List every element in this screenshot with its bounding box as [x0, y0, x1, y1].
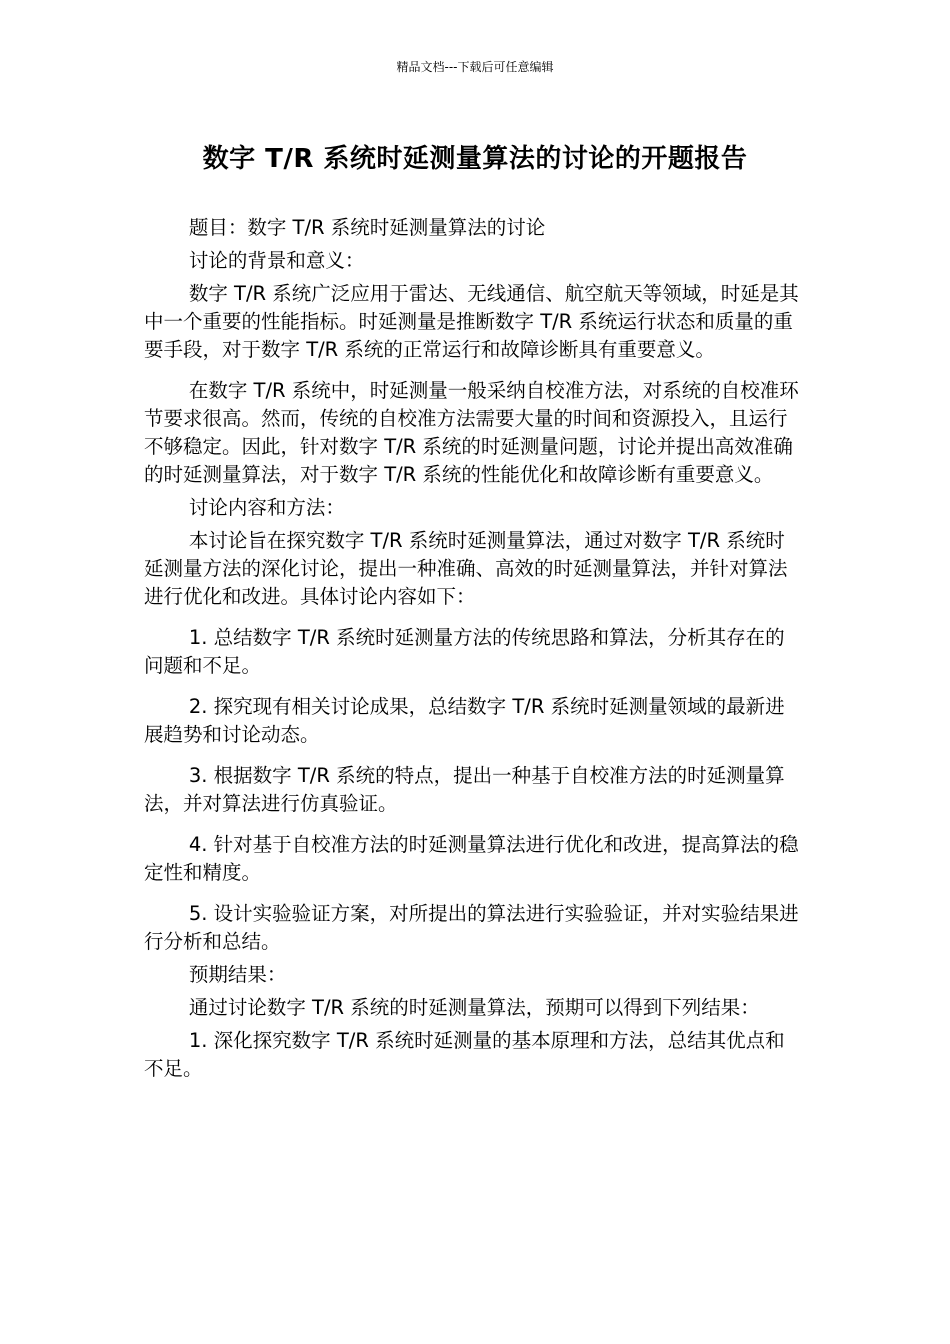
expected-item-1: 1. 深化探究数字 T/R 系统时延测量的基本原理和方法，总结其优点和不足。 — [144, 1029, 785, 1080]
document-title: 数字 T/R 系统时延测量算法的讨论的开题报告 — [202, 144, 748, 174]
section-heading-content: 讨论内容和方法： — [188, 496, 345, 519]
content-item-1: 1. 总结数字 T/R 系统时延测量方法的传统思路和算法，分析其存在的问题和不足。 — [144, 626, 785, 677]
document-body — [144, 214, 804, 1083]
section-heading-background: 讨论的背景和意义： — [188, 249, 365, 272]
expected-intro-paragraph: 通过讨论数字 T/R 系统的时延测量算法，预期可以得到下列结果： — [188, 996, 760, 1019]
background-paragraph-1: 数字 T/R 系统广泛应用于雷达、无线通信、航空航天等领域，时延是其中一个重要的性能指标。时延测量是推断数字 T/R 系统运行状态和质量的重要手段，对于数字 T/R 系统的正常运行和故障诊断具有重要意义。 — [144, 282, 799, 361]
section-heading-expected: 预期结果： — [188, 963, 287, 986]
content-item-5: 5. 设计实验验证方案，对所提出的算法进行实验验证，并对实验结果进行分析和总结。 — [144, 902, 799, 953]
content-item-3: 3. 根据数字 T/R 系统的特点，提出一种基于自校准方法的时延测量算法，并对算法进行仿真验证。 — [144, 764, 785, 815]
content-item-2: 2. 探究现有相关讨论成果，总结数字 T/R 系统时延测量领域的最新进展趋势和讨论动态。 — [144, 695, 785, 746]
header-note: 精品文档---下载后可任意编辑 — [396, 60, 554, 74]
topic-line: 题目：数字 T/R 系统时延测量算法的讨论 — [188, 216, 546, 239]
content-intro-paragraph: 本讨论旨在探究数字 T/R 系统时延测量算法，通过对数字 T/R 系统时延测量方法的深化讨论，提出一种准确、高效的时延测量算法，并针对算法进行优化和改进。具体讨论内容如下： — [144, 529, 788, 608]
background-paragraph-2: 在数字 T/R 系统中，时延测量一般采纳自校准方法，对系统的自校准环节要求很高。然而，传统的自校准方法需要大量的时间和资源投入，且运行不够稳定。因此，针对数字 T/R 系统的时延测量问题，讨论并提出高效准确的时延测量算法，对于数字 T/R 系统的性能优化和故障诊断有重要意义。 — [144, 379, 799, 486]
content-item-4: 4. 针对基于自校准方法的时延测量算法进行优化和改进，提高算法的稳定性和精度。 — [144, 833, 799, 884]
